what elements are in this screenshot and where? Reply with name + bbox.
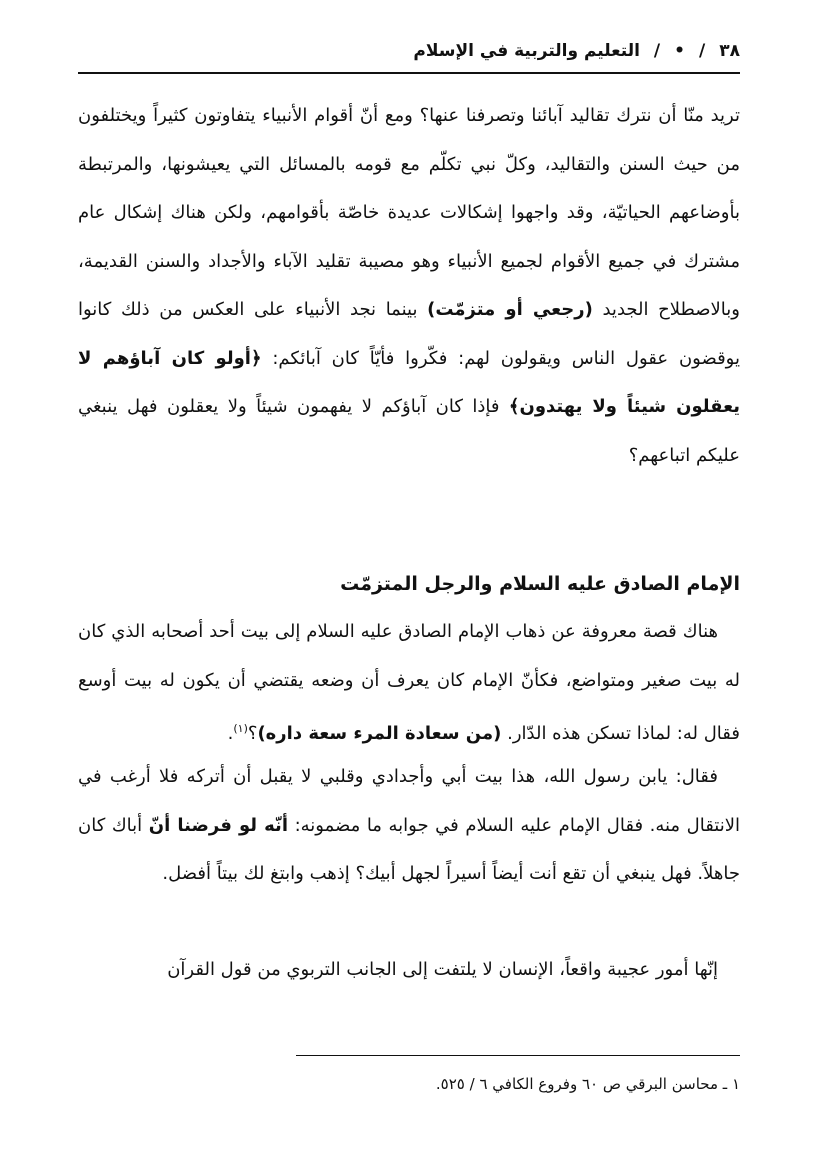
text-run: إنّها أمور عجيبة واقعاً، الإنسان لا يلتفت إلى الجانب التربوي من قول القرآن xyxy=(167,959,718,980)
text-run: تريد منّا أن نترك تقاليد آبائنا وتصرفنا عنها؟ ومع أنّ أقوام الأنبياء يتفاوتون كثيراً ويختلفون من حيث السنن والتقاليد، وكلّ نبي تكلّم مع قومه بالمسائل التي يعيشونها، والمرتبطة بأوضاعهم الحياتيّة، وقد واجهوا إشكالات عديدة خاصّة بأقوامهم، ولكن هناك إشكال عام مشترك في جميع الأقوام لجميع الأنبياء وهو مصيبة تقليد الآباء والأجداد والسنن القديمة، وبالاصطلاح الجديد xyxy=(78,105,740,320)
paragraph-text xyxy=(78,753,740,899)
page-number: ٣٨ xyxy=(719,41,740,61)
footnote: ١ ـ محاسن البرقي ص ٦٠ وفروع الكافي ٦ / ٥٢٥. xyxy=(435,1075,740,1093)
paragraph-4 xyxy=(78,946,740,995)
bold-term: (رجعي أو متزمّت) xyxy=(427,299,593,320)
text-run: . xyxy=(227,723,234,744)
text-run: هناك قصة معروفة عن ذهاب الإمام الصادق عليه السلام إلى بيت أحد أصحابه الذي كان له بيت صغير ومتواضع، فكأنّ الإمام كان يعرف أن وضعه يقتضي أن يكون له بيت أوسع فقال له: لماذا تسكن هذه الدّار. xyxy=(78,621,740,744)
header-separator: / xyxy=(653,41,661,61)
quran-quote: ﴿أولو كان آباؤهم لا يعقلون شيئاً ولا يهتدون﴾ xyxy=(78,347,740,417)
text-run: بينما نجد الأنبياء على العكس من ذلك كانوا يوقضون عقول الناس ويقولون لهم: فكّروا فأيّاً كان آبائكم: xyxy=(78,299,740,369)
header-separator: / xyxy=(699,41,706,61)
paragraph-text xyxy=(78,608,740,759)
bold-quote: (من سعادة المرء سعة داره) xyxy=(257,723,502,744)
book-title: التعليم والتربية في الإسلام xyxy=(413,41,640,61)
text-run: فإذا كان آباؤكم لا يفهمون شيئاً ولا يعقلون فهل ينبغي عليكم اتباعهم؟ xyxy=(78,396,740,466)
paragraph-3 xyxy=(78,753,740,899)
page-header xyxy=(78,30,740,72)
text-run: أباك كان جاهلاً. فهل ينبغي أن تقع أنت أيضاً أسيراً لجهل أبيك؟ إذهب وابتغ لك بيتاً أفضل. xyxy=(78,814,740,884)
footnote-rule xyxy=(296,1055,740,1056)
footnote-ref[interactable]: (١) xyxy=(233,722,248,735)
section-heading: الإمام الصادق عليه السلام والرجل المتزمّت xyxy=(340,573,740,595)
header-rule xyxy=(78,72,740,74)
header-marker: • xyxy=(674,41,686,61)
paragraph-text xyxy=(78,92,740,480)
paragraph-text xyxy=(78,946,740,995)
text-run: فقال: يابن رسول الله، هذا بيت أبي وأجدادي وقلبي لا يقبل أن أتركه فلا أرغب في الانتقال منه. فقال الإمام عليه السلام في جوابه ما مضمونه: xyxy=(78,766,741,836)
paragraph-1 xyxy=(78,92,740,480)
bold-phrase: أنّه لو فرضنا أنّ xyxy=(148,814,288,836)
text-run: ؟ xyxy=(247,723,258,744)
paragraph-2 xyxy=(78,608,740,759)
